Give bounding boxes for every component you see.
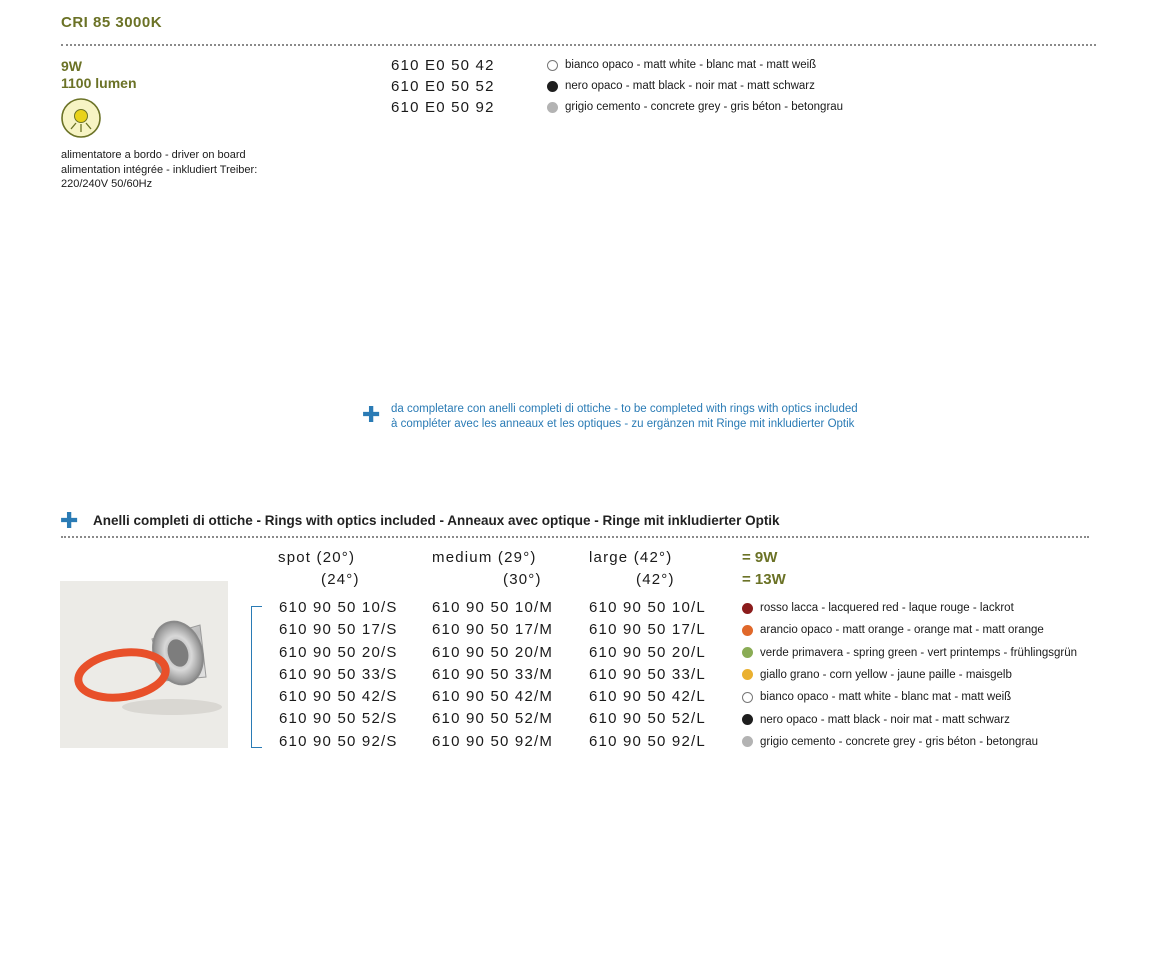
col-medium-alt: (30°): [503, 571, 542, 588]
plus-icon: ✚: [60, 508, 79, 533]
top-code-list: [391, 55, 495, 118]
color-swatch-icon: [742, 625, 753, 636]
spot-code: 610 90 50 10/S: [279, 599, 398, 616]
color-swatch-icon: [547, 60, 558, 71]
color-swatch-icon: [742, 736, 753, 747]
downlight-icon: [61, 98, 101, 138]
medium-code: 610 90 50 42/M: [432, 688, 554, 706]
color-label: grigio cemento - concrete grey - gris béton - betongrau: [565, 101, 844, 113]
power-9w: = 9W: [742, 549, 778, 566]
col-spot-header: spot (20°): [278, 549, 356, 566]
color-swatch-icon: [742, 714, 753, 725]
color-label: arancio opaco - matt orange - orange mat - matt orange: [760, 624, 1044, 637]
lumen-label: 1100 lumen: [61, 75, 137, 91]
spot-code-list: [279, 597, 398, 753]
note-line: à compléter avec les anneaux et les optiques - zu ergänzen mit Ringe mit inkludierter Optik: [391, 418, 855, 430]
color-swatch-icon: [742, 692, 753, 703]
color-label: nero opaco - matt black - noir mat - matt schwarz: [565, 80, 815, 92]
product-code: 610 E0 50 52: [391, 78, 495, 95]
color-label: giallo grano - corn yellow - jaune paille - maisgelb: [760, 668, 1012, 681]
spot-code: 610 90 50 20/S: [279, 643, 398, 661]
power-block: [61, 58, 137, 92]
color-swatch-icon: [742, 669, 753, 680]
note-line: da completare con anelli completi di ottiche - to be completed with rings with optics included: [391, 403, 858, 415]
driver-info: [61, 148, 257, 192]
medium-code: 610 90 50 20/M: [432, 643, 554, 661]
col-spot-alt: (24°): [321, 571, 360, 588]
product-code: 610 E0 50 42: [391, 57, 495, 74]
color-swatch-icon: [547, 102, 558, 113]
color-label: bianco opaco - matt white - blanc mat - matt weiß: [565, 59, 817, 71]
large-code: 610 90 50 10/L: [589, 599, 706, 616]
color-option: [742, 691, 1011, 703]
medium-code: 610 90 50 10/M: [432, 599, 554, 616]
color-label: rosso lacca - lacquered red - laque rouge - lackrot: [760, 602, 1014, 614]
spot-code: 610 90 50 17/S: [279, 621, 398, 639]
large-code: 610 90 50 33/L: [589, 665, 706, 683]
color-swatch-icon: [547, 81, 558, 92]
power-label: 9W: [61, 58, 82, 74]
spot-code: 610 90 50 92/S: [279, 732, 398, 750]
spot-code: 610 90 50 42/S: [279, 688, 398, 706]
large-code: 610 90 50 17/L: [589, 621, 706, 639]
color-option: [742, 647, 1077, 659]
cri-title: CRI 85 3000K: [61, 14, 163, 31]
optics-note: [391, 402, 858, 432]
color-option: [742, 736, 1038, 748]
spot-code: 610 90 50 52/S: [279, 710, 398, 728]
color-label: bianco opaco - matt white - blanc mat - matt weiß: [760, 691, 1012, 704]
color-swatch-icon: [742, 603, 753, 614]
color-label: grigio cemento - concrete grey - gris béton - betongrau: [760, 735, 1039, 748]
col-large-header: large (42°): [589, 549, 673, 566]
divider-top: [61, 44, 1096, 46]
driver-line: alimentatore a bordo - driver on board: [61, 149, 246, 161]
large-code-list: [589, 597, 706, 753]
color-option: [742, 714, 1010, 726]
color-option: [742, 602, 1014, 614]
group-bracket: [251, 606, 262, 748]
rings-title: Anelli completi di ottiche - Rings with optics included - Anneaux avec optique - Ringe mit inkludierter Optik: [93, 513, 780, 528]
plus-icon: ✚: [362, 402, 381, 427]
driver-line: alimentation intégrée - inkludiert Treiber:: [61, 163, 258, 176]
driver-line: 220/240V 50/60Hz: [61, 178, 153, 190]
color-label: nero opaco - matt black - noir mat - matt schwarz: [760, 713, 1010, 726]
divider-rings: [61, 536, 1089, 538]
large-code: 610 90 50 52/L: [589, 710, 706, 728]
color-option: [742, 669, 1012, 681]
medium-code-list: [432, 597, 553, 753]
color-label: verde primavera - spring green - vert printemps - frühlingsgrün: [760, 646, 1078, 659]
col-medium-header: medium (29°): [432, 549, 537, 566]
large-code: 610 90 50 42/L: [589, 688, 706, 706]
medium-code: 610 90 50 33/M: [432, 665, 554, 683]
medium-code: 610 90 50 52/M: [432, 710, 554, 728]
col-large-alt: (42°): [636, 571, 675, 588]
large-code: 610 90 50 92/L: [589, 732, 706, 750]
color-option: [547, 59, 816, 71]
color-option: [742, 624, 1044, 636]
color-swatch-icon: [742, 647, 753, 658]
color-option: [547, 101, 843, 113]
medium-code: 610 90 50 92/M: [432, 732, 554, 750]
product-code: 610 E0 50 92: [391, 99, 495, 116]
large-code: 610 90 50 20/L: [589, 643, 706, 661]
power-13w: = 13W: [742, 571, 786, 588]
ring-optic-photo: [60, 581, 228, 748]
spot-code: 610 90 50 33/S: [279, 665, 398, 683]
medium-code: 610 90 50 17/M: [432, 621, 554, 639]
color-option: [547, 80, 815, 92]
